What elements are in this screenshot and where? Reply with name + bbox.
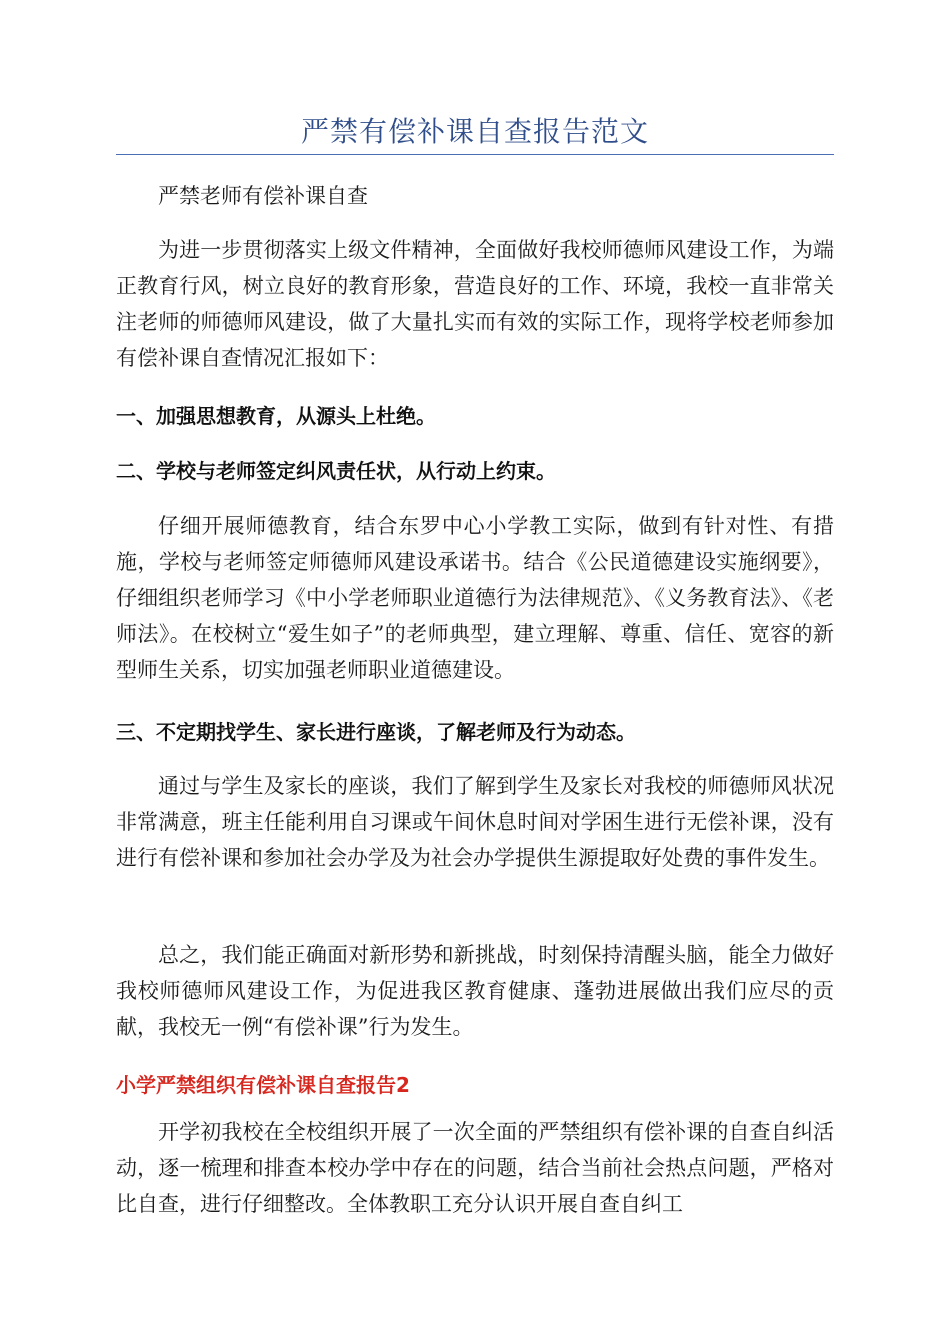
- section-two-title: 小学严禁组织有偿补课自查报告2: [116, 1073, 410, 1097]
- paragraph-four: 总之，我们能正确面对新形势和新挑战，时刻保持清醒头脑，能全力做好我校师德师风建设工作，为促进我区教育健康、蓬勃进展做出我们应尽的贡献，我校无一例“有偿补课”行为发生。: [116, 943, 834, 1039]
- paragraph-five: 开学初我校在全校组织开展了一次全面的严禁组织有偿补课的自查自纠活动，逐一梳理和排查本校办学中存在的问题，结合当前社会热点问题，严格对比自查，进行仔细整改。全体教职工充分认识开展自查自纠工: [116, 1120, 834, 1216]
- title-underline: [116, 154, 834, 155]
- heading-one: 一、加强思想教育，从源头上杜绝。: [116, 404, 436, 428]
- paragraph-two: 仔细开展师德教育，结合东罗中心小学教工实际，做到有针对性、有措施，学校与老师签定师德师风建设承诺书。结合《公民道德建设实施纲要》，仔细组织老师学习《中小学老师职业道德行为法律规范》、《义务教育法》、《老师法》。在校树立“爱生如子”的老师典型，建立理解、尊重、信任、宽容的新型师生关系，切实加强老师职业道德建设。: [116, 514, 834, 682]
- heading-three: 三、不定期找学生、家长进行座谈，了解老师及行为动态。: [116, 720, 636, 744]
- subtitle-paragraph: 严禁老师有偿补课自查: [158, 184, 368, 208]
- intro-paragraph: 为进一步贯彻落实上级文件精神，全面做好我校师德师风建设工作，为端正教育行风，树立良好的教育形象，营造良好的工作、环境，我校一直非常关注老师的师德师风建设，做了大量扎实而有效的实际工作，现将学校老师参加有偿补课自查情况汇报如下：: [116, 238, 834, 370]
- heading-two: 二、学校与老师签定纠风责任状，从行动上约束。: [116, 459, 556, 483]
- document-title: 严禁有偿补课自查报告范文: [300, 115, 649, 148]
- paragraph-three: 通过与学生及家长的座谈，我们了解到学生及家长对我校的师德师风状况非常满意，班主任能利用自习课或午间休息时间对学困生进行无偿补课，没有进行有偿补课和参加社会办学及为社会办学提供生源提取好处费的事件发生。: [116, 774, 834, 870]
